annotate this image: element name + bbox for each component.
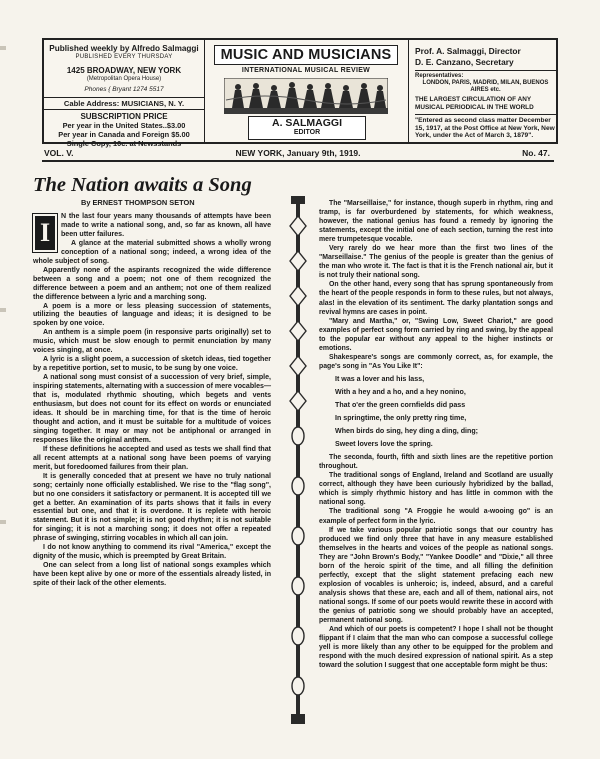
article-paragraph: And which of our poets is competent? I hope I shall not be thought flippant if I claim that the man who can compose a successful college yell is more likely than any other to be equipped for the problem and respond with the much desired expression of national spirit. As a step toward the solution I suggest that one acceptable form might be thus:	[319, 626, 553, 670]
article-paragraph: The traditional song "A Froggie he would a-wooing go" is an example of perfect form in the lyric.	[319, 508, 553, 525]
article-right-column	[319, 199, 553, 670]
article-body-left	[33, 213, 271, 589]
article-paragraph: "Mary and Martha," or, "Swing Low, Sweet Chariot," are good examples of perfect song form carried by ring and swing, by the appeal to the popular ear without any appeal to the higher instincts or emotions.	[319, 317, 553, 352]
circulation-claim: THE LARGEST CIRCULATION OF ANY MUSICAL PERIODICAL IN THE WORLD	[415, 96, 534, 111]
price-us: Per year in the United States..$3.00	[62, 121, 186, 130]
article-paragraph: It is generally conceded that at present we have no truly national song; certainly none officially established. We rise to the "flag song", but no one considers it satisfactory or permanent. It is accepted till we get a better. An examination of its parts shows that it fails in every essential but one, and that it is overdone. It is replete with heroic statement. But it is not simple; it is not good rhythm; it is not suitable for singing; it is not a marching song; it does not offer a repeated phrase of swinging, stirring vocables in which all can join.	[33, 472, 271, 543]
office-building: (Metropolitan Opera House)	[86, 76, 162, 82]
phone-numbers: Phones { Bryant 1274 5517	[84, 86, 164, 93]
representative-cities: LONDON, PARIS, MADRID, MILAN, BUENOS AIRES etc.	[422, 80, 549, 93]
article-paragraph: A national song must consist of a succession of very brief, simple, inspiring statements, alternating with a succession of mere vocables—that is, modulated rhythmic shouting, which begets and vents enthusiasm, but does not count for its effect on words or enunciated ideas. It should be in marching time, for that is the time of heroic thought and action, and it must be suitable for a multitude of voices singing together. It may or may not be antiphonal or arranged in responses like the original anthem.	[33, 374, 271, 444]
journal-subtitle: INTERNATIONAL MUSICAL REVIEW	[241, 67, 371, 74]
ornamental-column-divider	[286, 196, 310, 724]
subscription-heading: SUBSCRIPTION PRICE	[80, 112, 168, 121]
masthead-title-block	[206, 40, 406, 142]
poem-line: When birds do sing, hey ding a ding, ding;	[335, 427, 479, 436]
article-paragraph: I N the last four years many thousands of attempts have been made to write a national song, and, so far as known, all have been utter failures.	[33, 213, 271, 240]
dancing-figures-illustration	[224, 78, 388, 114]
secretary-line: D. E. Canzano, Secretary	[415, 56, 514, 67]
issue-number: No. 47.	[522, 148, 550, 158]
poem-line: That o'er the green cornfields did pass	[335, 400, 466, 409]
publication-schedule: PUBLISHED EVERY THURSDAY	[75, 54, 173, 60]
article-paragraph: The "Marseillaise," for instance, though superb in rhythm, ring and tramp, is far overburdened by statements, for which weakness, however, the national genius has found a remedy by ignoring the statements, except the initial one of each section, turning the rest into mere trumpetesque vocable.	[319, 200, 553, 244]
office-address: 1425 BROADWAY, NEW YORK	[66, 66, 182, 75]
editor-box	[248, 116, 366, 140]
article-paragraph: On the other hand, every song that has sprung spontaneously from the heart of the people responds in form to these rules, but not always, alas! in the elevation of its sentiment. The darky plantation songs and revival hymns are cases in point.	[319, 281, 553, 316]
volume-number: VOL. V.	[44, 148, 74, 158]
poem-excerpt	[335, 375, 553, 449]
issue-date: NEW YORK, January 9th, 1919.	[235, 148, 361, 158]
masthead-publisher-info	[44, 40, 205, 148]
article-paragraph: A poem is a more or less pleasing succession of statements, utilizing the beauties of language and ideas; it is designed to be spoken by one voice.	[33, 302, 271, 328]
drop-cap: I	[33, 214, 57, 252]
article-paragraph: An anthem is a simple poem (in responsive parts originally) set to music, which must be slow enough to permit enunciation by many voices singing, at once.	[33, 329, 271, 355]
binder-hole	[0, 46, 6, 50]
dateline	[42, 146, 554, 162]
article-paragraph: A glance at the material submitted shows a wholly wrong conception of a national song; indeed, a wrong idea of the whole subject of song.	[33, 239, 271, 265]
editor-role: EDITOR	[293, 129, 321, 136]
article-paragraph: I do not know anything to commend its rival "America," except the dignity of the music, which is preempted by Great Britain.	[33, 544, 271, 561]
editor-name: A. SALMAGGI	[272, 117, 342, 129]
poem-line: Sweet lovers love the spring.	[335, 440, 433, 449]
article-paragraph: The seconda, fourth, fifth and sixth lines are the repetitive portion throughout.	[319, 454, 553, 471]
article-paragraph: Very rarely do we hear more than the first two lines of the "Marseillaise." The genius of the people is greater than the genius of the man who wrote it. The fact is that it is the French national air, but it is not truly their national song.	[319, 245, 553, 280]
article-byline: By ERNEST THOMPSON SETON	[81, 198, 195, 207]
article-title: The Nation awaits a Song	[33, 174, 252, 196]
poem-line: It was a lover and his lass,	[335, 374, 425, 383]
article-paragraph: The traditional songs of England, Ireland and Scotland are usually correct, although they have been curiously hybridized by the ballad, which is simply rhythmic history and has little in common with the national song.	[319, 472, 553, 507]
article-paragraph: Shakespeare's songs are commonly correct, as, for example, the page's song in "As You Like It":	[319, 353, 553, 370]
article-paragraph: Apparently none of the aspirants recognized the wide difference between a song and a poem; not one of them recognized the difference between a poem and an anthem; not one of them realized the difference between a lyric and a marching song.	[33, 266, 271, 301]
masthead	[42, 38, 558, 148]
binder-hole	[0, 520, 6, 524]
article-paragraph: A lyric is a slight poem, a succession of sketch ideas, tied together by a repetitive portion, set to music, to be sung by one voice.	[33, 356, 271, 373]
article-paragraph: One can select from a long list of national songs examples which have been kept alive by one or more of the essentials already listed, in spite of their lack of the other elements.	[33, 562, 271, 588]
representatives-label: Representatives:	[415, 70, 556, 80]
masthead-staff-info	[408, 40, 556, 142]
article-paragraph: If these definitions he accepted and used as tests we shall find that all recent attempts at a national song have been poems of varying merit, but foredoomed failures from their plan.	[33, 445, 271, 471]
cable-address: Cable Address: MUSICIANS, N. Y.	[44, 97, 204, 110]
director-line: Prof. A. Salmaggi, Director	[415, 46, 521, 56]
article-left-column	[33, 173, 271, 589]
price-canada: Per year in Canada and Foreign $5.00	[58, 130, 190, 139]
poem-line: In springtime, the only pretty ring time,	[335, 414, 467, 423]
article-paragraph: If we take various popular patriotic songs that our country has produced we find only three that have in any measure established themselves in the hearts and voices of the people as national songs. They are "John Brown's Body," "Yankee Doodle" and "Dixie," all three born of the heroic spirit of the time, and all filling the definition perfectly, except that the slight statement prefacing each new explosion of vocables is unheroic; is, indeed, absurd, and a careful analysis shows that these are, each and all of them, national airs, not national songs. If some of our poets would rewrite these in accord with the genius of patriotic song we should probably have an accepted, permanent national song.	[319, 526, 553, 625]
postal-notice: "Entered as second class matter December 15, 1917, at the Post Office at New York, New York, under the Act of March 3, 1879".	[415, 114, 556, 140]
publisher-line: Published weekly by Alfredo Salmaggi	[49, 44, 199, 53]
binder-hole	[0, 308, 6, 312]
article-body-right	[319, 199, 553, 670]
price-single: Single Copy, 10c. at Newsstands	[66, 139, 182, 148]
journal-title: MUSIC AND MUSICIANS	[214, 45, 398, 65]
poem-line: With a hey and a ho, and a hey nonino,	[335, 387, 466, 396]
